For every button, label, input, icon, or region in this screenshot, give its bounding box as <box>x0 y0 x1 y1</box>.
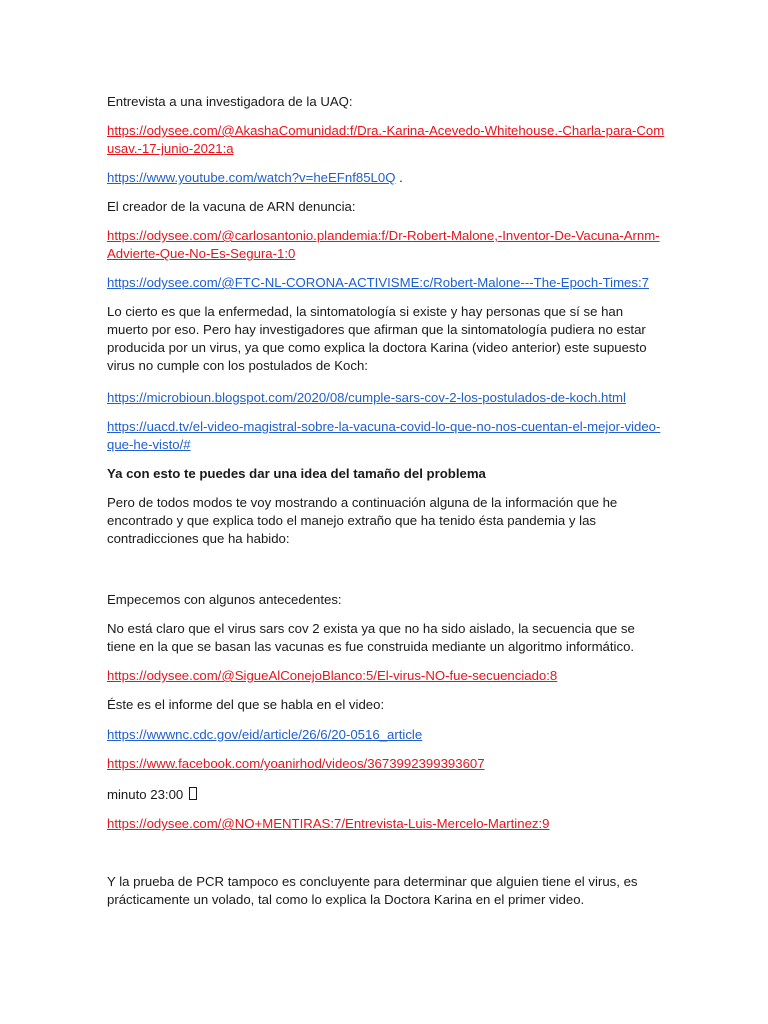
arn-creator-paragraph: El creador de la vacuna de ARN denuncia: <box>107 199 356 214</box>
report-paragraph: Éste es el informe del que se habla en el video: <box>107 697 385 712</box>
youtube-link[interactable]: https://www.youtube.com/watch?v=heEFnf85L0Q <box>107 170 396 185</box>
odysee-mentiras-link-text[interactable]: https://odysee.com/@NO+MENTIRAS:7/Entrevista-Luis-Mercelo-Martinez:9 <box>107 816 550 831</box>
pandemic-paragraph: Pero de todos modos te voy mostrando a continuación alguna de la información que he encontrado y que explica todo el manejo extraño que ha tenido ésta pandemia y las contradicciones que ha habido: <box>107 495 618 546</box>
microbioun-link <box>107 389 667 407</box>
odysee-malone-link <box>107 227 667 263</box>
facebook-link <box>107 755 667 773</box>
odysee-mentiras-link <box>107 815 667 833</box>
odysee-epoch-link-text[interactable]: https://odysee.com/@FTC-NL-CORONA-ACTIVISME:c/Robert-Malone---The-Epoch-Times:7 <box>107 275 649 290</box>
uacd-link-text[interactable]: https://uacd.tv/el-video-magistral-sobre-la-vacuna-covid-lo-que-no-nos-cuentan-el-mejor-video-que-he-visto/# <box>107 419 661 452</box>
odysee-karina-link-text[interactable]: https://odysee.com/@AkashaComunidad:f/Dra.-Karina-Acevedo-Whitehouse.-Charla-para-Comusav.-17-junio-2021:a <box>107 123 665 156</box>
odysee-secuenciado-link-text[interactable]: https://odysee.com/@SigueAlConejoBlanco:5/El-virus-NO-fue-secuenciado:8 <box>107 668 558 683</box>
sars-paragraph: No está claro que el virus sars cov 2 exista ya que no ha sido aislado, la secuencia que se tiene en la que se basan las vacunas es fue construida mediante un algoritmo informático. <box>107 621 635 654</box>
pcr-paragraph: Y la prueba de PCR tampoco es concluyente para determinar que alguien tiene el virus, es prácticamente un volado, tal como lo explica la Doctora Karina en el primer video. <box>107 874 638 907</box>
facebook-link-text[interactable]: https://www.facebook.com/yoanirhod/videos/3673992399393607 <box>107 756 485 771</box>
minute-line <box>107 786 667 804</box>
koch-paragraph: Lo cierto es que la enfermedad, la sintomatología si existe y hay personas que sí se han muerto por eso. Pero hay investigadores que afirman que la sintomatología pudiera no estar producida por un virus, ya que como explica la doctora Karina (video anterior) este supuesto virus no cumple con los postulados de Koch: <box>107 304 647 373</box>
uacd-link <box>107 418 667 454</box>
youtube-link-line <box>107 169 667 187</box>
background-heading: Empecemos con algunos antecedentes: <box>107 592 342 607</box>
minute-text: minuto 23:00 <box>107 787 187 802</box>
cdc-link-text[interactable]: https://wwwnc.cdc.gov/eid/article/26/6/20-0516_article <box>107 727 423 742</box>
microbioun-link-text[interactable]: https://microbioun.blogspot.com/2020/08/cumple-sars-cov-2-los-postulados-de-koch.html <box>107 390 626 405</box>
odysee-malone-link-text[interactable]: https://odysee.com/@carlosantonio.plandemia:f/Dr-Robert-Malone,-Inventor-De-Vacuna-Arnm-Advierte-Que-No-Es-Segura-1:0 <box>107 228 660 261</box>
cdc-link <box>107 726 667 744</box>
odysee-secuenciado-link <box>107 667 667 685</box>
odysee-epoch-link <box>107 274 667 292</box>
problem-heading: Ya con esto te puedes dar una idea del tamaño del problema <box>107 466 486 481</box>
intro-paragraph: Entrevista a una investigadora de la UAQ: <box>107 94 353 109</box>
youtube-link-suffix: . <box>395 170 403 185</box>
missing-glyph-icon <box>189 787 197 800</box>
odysee-karina-link[interactable] <box>107 122 667 158</box>
